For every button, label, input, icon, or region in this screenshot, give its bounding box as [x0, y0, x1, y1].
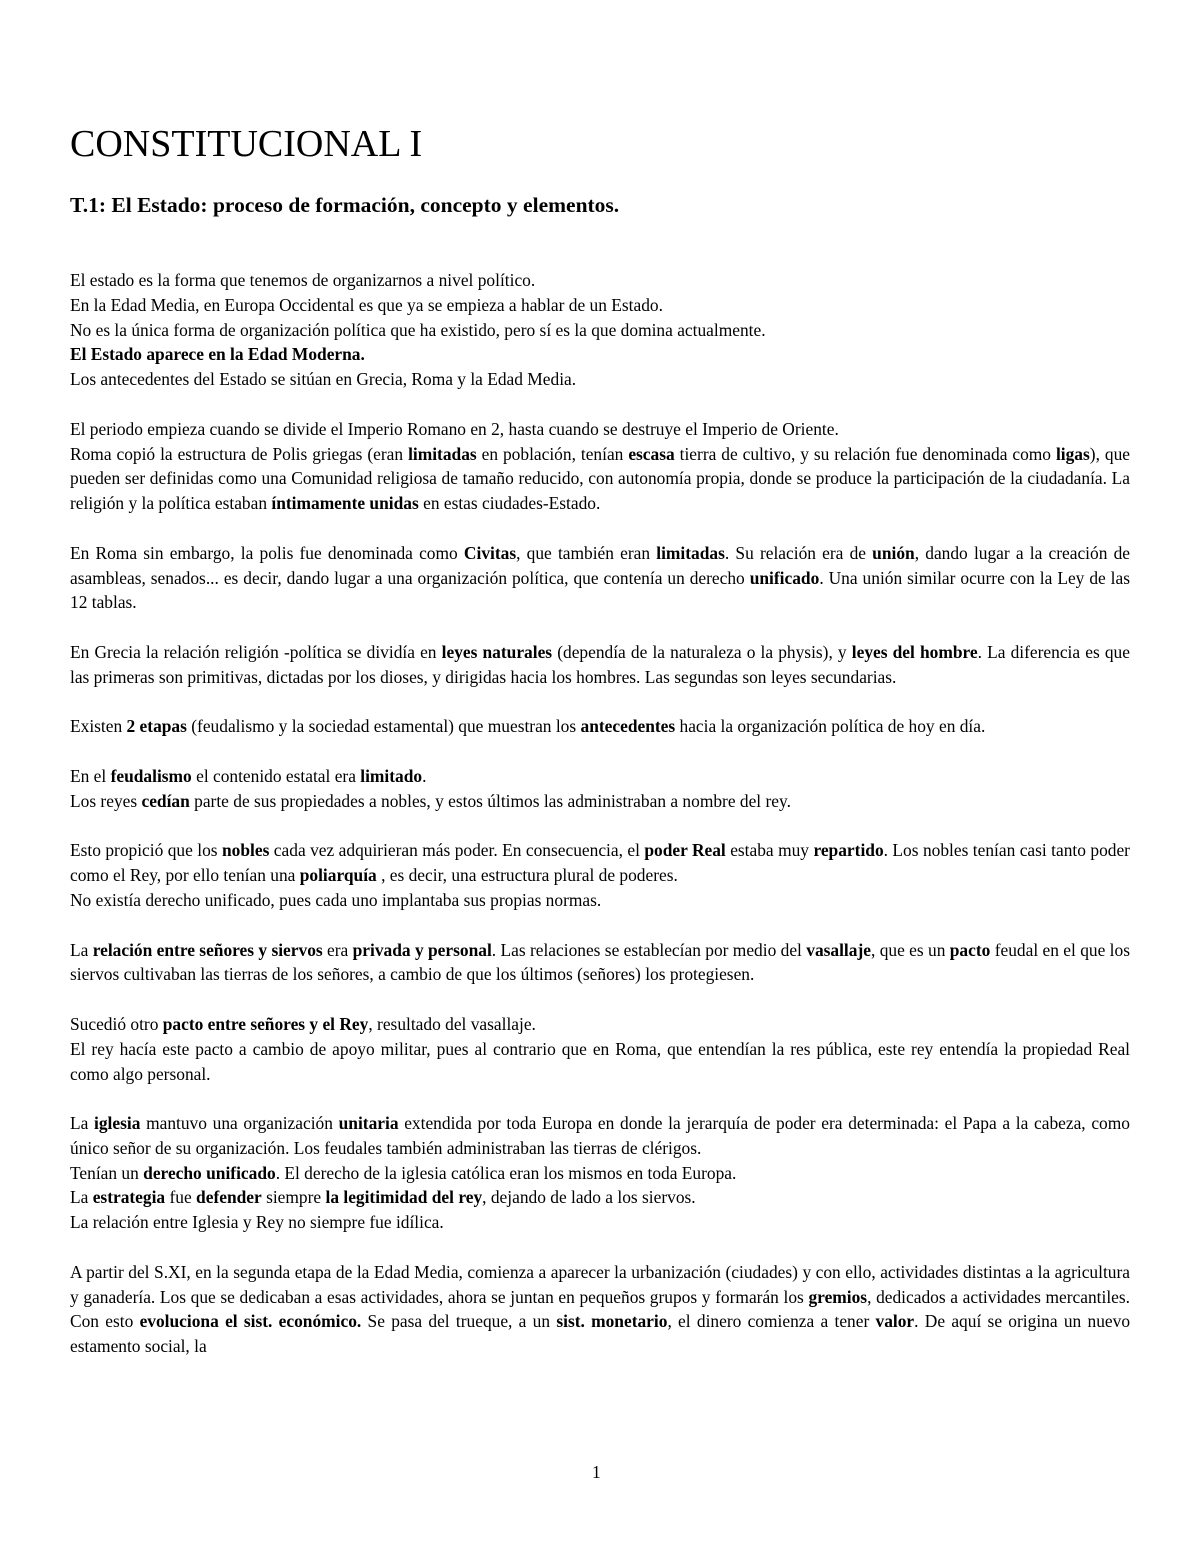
body-paragraph — [70, 1111, 1130, 1161]
text-run: El estado es la forma que tenemos de organizarnos a nivel político. — [70, 270, 536, 290]
bold-text: defender — [196, 1187, 262, 1208]
bold-text: gremios — [808, 1286, 868, 1307]
bold-text: antecedentes — [580, 716, 676, 737]
text-run: . Los nobles tenían casi tanto poder como el Rey, por ello tenían una — [70, 840, 1130, 886]
bold-text: unificado — [749, 567, 820, 588]
body-paragraph — [70, 417, 1130, 442]
paragraph-gap — [70, 987, 1130, 1012]
text-run: , dedicados a actividades mercantiles. Con esto — [70, 1286, 1130, 1332]
bold-text: nobles — [222, 840, 270, 861]
page-number: 1 — [592, 1462, 601, 1482]
text-run: , es decir, una estructura plural de poderes. — [376, 865, 678, 886]
bold-text: vasallaje — [806, 939, 871, 960]
bold-text: iglesia — [94, 1113, 141, 1134]
text-run: La — [70, 1113, 95, 1134]
text-run: fue — [165, 1187, 197, 1208]
text-run: . De aquí se origina un nuevo estamento social, la — [70, 1311, 1131, 1357]
text-run: El periodo empieza cuando se divide el Imperio Romano en 2, hasta cuando se destruye el Imperio de Oriente. — [70, 418, 839, 439]
text-run: mantuvo una organización — [140, 1113, 339, 1134]
text-run: . — [422, 765, 427, 786]
bold-text: El Estado aparece en la Edad Moderna. — [70, 344, 365, 365]
body-paragraph — [70, 1161, 1130, 1186]
paragraph-gap — [70, 1086, 1130, 1111]
body-paragraph — [70, 293, 1130, 318]
text-run: , dejando de lado a los siervos. — [482, 1187, 696, 1208]
text-run: feudal en el que los siervos cultivaban las tierras de los señores, a cambio de que los últimos (señores) los protegiesen. — [70, 939, 1130, 985]
text-run: Roma copió la estructura de Polis griegas (eran — [70, 443, 409, 464]
text-run: Tenían un — [70, 1162, 144, 1183]
text-run: estaba muy — [725, 840, 814, 861]
body-paragraph — [70, 1185, 1130, 1210]
bold-text: valor — [875, 1311, 915, 1332]
text-run: La relación entre Iglesia y Rey no siempre fue idílica. — [70, 1212, 444, 1233]
text-run: parte de sus propiedades a nobles, y estos últimos las administraban a nombre del rey. — [189, 790, 791, 811]
body-paragraph — [70, 342, 1130, 367]
paragraph-gap — [70, 690, 1130, 715]
bold-text: feudalismo — [110, 765, 192, 786]
bold-text: evoluciona el sist. económico. — [139, 1311, 362, 1332]
text-run: (feudalismo y la sociedad estamental) que muestran los — [186, 716, 581, 737]
bold-text: repartido — [813, 840, 884, 861]
body-paragraph — [70, 1260, 1130, 1359]
body-paragraph — [70, 938, 1130, 988]
text-run: hacia la organización política de hoy en día. — [675, 716, 986, 737]
text-run: , resultado del vasallaje. — [368, 1013, 536, 1034]
paragraph-gap — [70, 1235, 1130, 1260]
text-run: , que es un — [870, 939, 950, 960]
paragraph-gap — [70, 392, 1130, 417]
text-run: siempre — [261, 1187, 326, 1208]
document-body — [70, 268, 1130, 1359]
text-run: En el — [70, 765, 111, 786]
text-run: en estas ciudades-Estado. — [418, 493, 601, 514]
body-paragraph — [70, 1037, 1130, 1087]
bold-text: poliarquía — [299, 865, 377, 886]
bold-text: limitado — [360, 765, 423, 786]
bold-text: limitadas — [408, 443, 477, 464]
bold-text: 2 etapas — [126, 716, 187, 737]
text-run: La — [70, 939, 93, 960]
bold-text: Civitas — [463, 542, 517, 563]
body-paragraph — [70, 367, 1130, 392]
body-paragraph — [70, 1210, 1130, 1235]
paragraph-gap — [70, 913, 1130, 938]
body-paragraph — [70, 1012, 1130, 1037]
body-paragraph — [70, 541, 1130, 615]
text-run: En Grecia la relación religión -política se dividía en — [70, 641, 442, 662]
text-run: extendida por toda Europa en donde la jerarquía de poder era determinada: el Papa a la cabeza, como único señor de su organización. Los feudales también administraban las tierras de clérigos. — [70, 1113, 1130, 1158]
text-run: En la Edad Media, en Europa Occidental es que ya se empieza a hablar de un Estado. — [70, 294, 663, 315]
body-paragraph — [70, 838, 1130, 888]
body-paragraph — [70, 318, 1130, 343]
text-run: Existen — [70, 716, 127, 737]
text-run: tierra de cultivo, y su relación fue denominada como — [674, 443, 1056, 464]
document-title: CONSTITUCIONAL I — [70, 123, 423, 165]
bold-text: poder Real — [644, 840, 726, 861]
text-run: Sucedió otro — [70, 1013, 163, 1034]
text-run: cada vez adquirieran más poder. En consecuencia, el — [269, 840, 645, 861]
text-run: . El derecho de la iglesia católica eran los mismos en toda Europa. — [275, 1162, 737, 1183]
text-run: Los antecedentes del Estado se sitúan en Grecia, Roma y la Edad Media. — [70, 369, 577, 390]
bold-text: unitaria — [338, 1113, 399, 1134]
body-paragraph — [70, 640, 1130, 690]
text-run: , el dinero comienza a tener — [667, 1311, 876, 1332]
text-run: , dando lugar a la creación de asambleas, senados... es decir, dando lugar a una organización política, que contenía un derecho — [70, 542, 1130, 588]
body-paragraph — [70, 888, 1130, 913]
paragraph-gap — [70, 739, 1130, 764]
text-run: No existía derecho unificado, pues cada uno implantaba sus propias normas. — [70, 889, 602, 910]
text-run: Se pasa del trueque, a un — [361, 1311, 557, 1332]
bold-text: pacto entre señores y el Rey — [162, 1013, 369, 1034]
paragraph-gap — [70, 615, 1130, 640]
text-run: , que también eran — [516, 542, 657, 563]
text-run: El rey hacía este pacto a cambio de apoyo militar, pues al contrario que en Roma, que entendían la res pública, este rey entendía la propiedad Real como algo personal. — [70, 1038, 1130, 1084]
bold-text: limitadas — [656, 542, 725, 563]
bold-text: la legitimidad del rey — [325, 1187, 483, 1208]
text-run: Esto propició que los — [70, 840, 223, 861]
body-paragraph — [70, 789, 1130, 814]
body-paragraph — [70, 268, 1130, 293]
bold-text: ligas — [1055, 443, 1090, 464]
text-run: A partir del S.XI, en la segunda etapa de la Edad Media, comienza a aparecer la urbanización (ciudades) y con ello, actividades distintas a la agricultura y ganadería. Los que se dedicaban a esas actividades, ahora se juntan en pequeños grupos y formarán los — [70, 1261, 1130, 1307]
text-run: . Una unión similar ocurre con la Ley de las 12 tablas. — [70, 567, 1131, 613]
text-run: el contenido estatal era — [191, 765, 361, 786]
text-run: No es la única forma de organización política que ha existido, pero sí es la que domina actualmente. — [70, 319, 766, 340]
text-run: La — [70, 1187, 93, 1208]
paragraph-gap — [70, 516, 1130, 541]
bold-text: escasa — [628, 443, 675, 464]
text-run: era — [322, 939, 353, 960]
bold-text: derecho unificado — [143, 1162, 276, 1183]
bold-text: cedían — [141, 790, 190, 811]
paragraph-gap — [70, 814, 1130, 839]
bold-text: sist. monetario — [556, 1311, 668, 1332]
body-paragraph — [70, 714, 1130, 739]
text-run: (dependía de la naturaleza o la physis), y — [552, 641, 852, 662]
bold-text: pacto — [949, 939, 991, 960]
bold-text: íntimamente unidas — [271, 493, 419, 514]
bold-text: privada y personal — [352, 939, 492, 960]
text-run: Los reyes — [70, 790, 142, 811]
bold-text: leyes del hombre — [851, 641, 978, 662]
text-run: ), que pueden ser definidas como una Comunidad religiosa de tamaño reducido, con autonomía propia, donde se produce la participación de la ciudadanía. La religión y la política estaban — [70, 443, 1130, 514]
body-paragraph — [70, 442, 1130, 516]
bold-text: estrategia — [92, 1187, 166, 1208]
document-subtitle: T.1: El Estado: proceso de formación, concepto y elementos. — [70, 193, 620, 217]
bold-text: leyes naturales — [441, 641, 553, 662]
bold-text: relación entre señores y siervos — [92, 939, 323, 960]
body-paragraph — [70, 764, 1130, 789]
bold-text: unión — [872, 542, 915, 563]
text-run: en población, tenían — [476, 443, 629, 464]
text-run: . Las relaciones se establecían por medio del — [491, 939, 807, 960]
text-run: . Su relación era de — [724, 542, 873, 563]
text-run: . La diferencia es que las primeras son primitivas, dictadas por los dioses, y dirigidas hacia los hombres. Las segundas son leyes secundarias. — [70, 641, 1130, 687]
text-run: En Roma sin embargo, la polis fue denominada como — [70, 542, 464, 563]
